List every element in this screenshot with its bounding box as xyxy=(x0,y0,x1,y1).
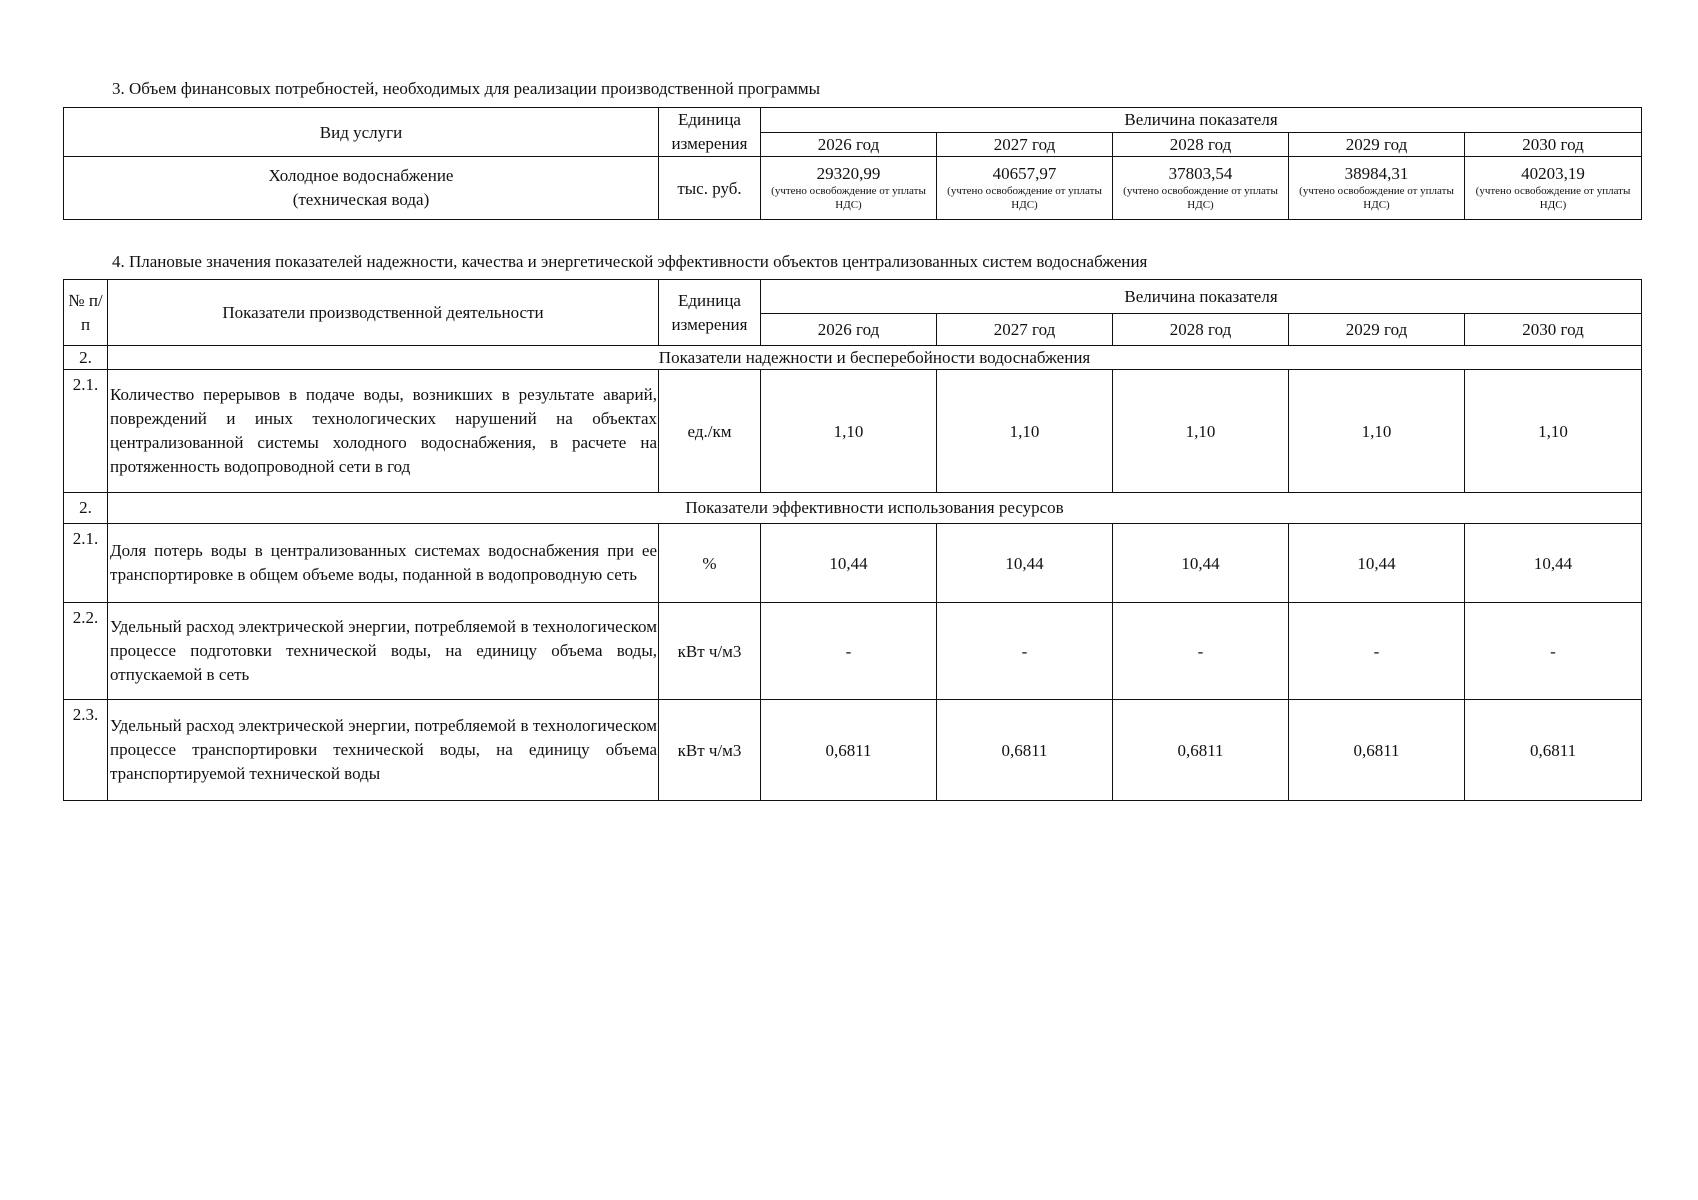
indicator-cell: Удельный расход электрической энергии, потребляемой в технологическом процессе подготовки технической воды, на единицу объема воды, отпускаемой в сеть xyxy=(108,603,659,700)
value-cell: - xyxy=(1465,603,1642,700)
value-cell: 10,44 xyxy=(1289,524,1465,603)
indicator-cell: Количество перерывов в подаче воды, возникших в результате аварий, повреждений и иных технологических нарушений на объектах централизованной системы холодного водоснабжения, в расчете на протяженность водопроводной сети в год xyxy=(108,370,659,493)
value-amount: 37803,54 xyxy=(1168,164,1233,183)
table-row xyxy=(64,524,1642,603)
value-cell: 10,44 xyxy=(937,524,1113,603)
value-cell: 10,44 xyxy=(761,524,937,603)
value-cell: 0,6811 xyxy=(937,700,1113,801)
value-header: Величина показателя xyxy=(761,108,1642,133)
indicator-header: Показатели производственной деятельности xyxy=(108,280,659,346)
value-cell: - xyxy=(1289,603,1465,700)
year-header: 2030 год xyxy=(1465,314,1642,346)
service-name: Холодное водоснабжение xyxy=(268,166,454,185)
year-header: 2029 год xyxy=(1289,314,1465,346)
vat-note: (учтено освобождение от уплаты НДС) xyxy=(1299,185,1454,211)
year-header: 2029 год xyxy=(1289,132,1465,157)
table-row xyxy=(64,157,1642,220)
indicators-table xyxy=(63,279,1642,801)
value-cell xyxy=(1465,157,1642,220)
group-title: Показатели эффективности использования ресурсов xyxy=(108,493,1642,524)
vat-note: (учтено освобождение от уплаты НДС) xyxy=(771,185,926,211)
value-cell: 10,44 xyxy=(1113,524,1289,603)
year-header: 2027 год xyxy=(937,314,1113,346)
value-cell xyxy=(1289,157,1465,220)
vat-note: (учтено освобождение от уплаты НДС) xyxy=(947,185,1102,211)
value-cell: - xyxy=(761,603,937,700)
value-cell: 0,6811 xyxy=(1289,700,1465,801)
value-amount: 40657,97 xyxy=(992,164,1057,183)
indicator-cell: Доля потерь воды в централизованных системах водоснабжения при ее транспортировке в общем объеме воды, поданной в водопроводную сеть xyxy=(108,524,659,603)
year-header: 2028 год xyxy=(1113,132,1289,157)
row-num: 2.3. xyxy=(64,700,108,801)
year-header: 2026 год xyxy=(761,132,937,157)
value-cell: 1,10 xyxy=(1113,370,1289,493)
service-header: Вид услуги xyxy=(64,108,659,157)
group-num: 2. xyxy=(64,346,108,370)
year-header: 2028 год xyxy=(1113,314,1289,346)
value-cell xyxy=(937,157,1113,220)
value-amount: 38984,31 xyxy=(1344,164,1409,183)
value-cell xyxy=(1113,157,1289,220)
year-header: 2030 год xyxy=(1465,132,1642,157)
unit-cell: кВт ч/м3 xyxy=(659,603,761,700)
value-cell: 0,6811 xyxy=(1113,700,1289,801)
row-num: 2.1. xyxy=(64,524,108,603)
service-cell xyxy=(64,157,659,220)
value-cell: 0,6811 xyxy=(1465,700,1642,801)
unit-cell: ед./км xyxy=(659,370,761,493)
group-row xyxy=(64,346,1642,370)
year-header: 2026 год xyxy=(761,314,937,346)
unit-header: Единица измерения xyxy=(659,280,761,346)
row-num: 2.2. xyxy=(64,603,108,700)
unit-header: Единица измерения xyxy=(659,108,761,157)
group-title: Показатели надежности и бесперебойности водоснабжения xyxy=(108,346,1642,370)
value-cell: - xyxy=(937,603,1113,700)
value-amount: 40203,19 xyxy=(1521,164,1585,183)
value-cell: 10,44 xyxy=(1465,524,1642,603)
financial-needs-table xyxy=(63,107,1642,220)
value-cell xyxy=(761,157,937,220)
vat-note: (учтено освобождение от уплаты НДС) xyxy=(1475,185,1631,211)
vat-note: (учтено освобождение от уплаты НДС) xyxy=(1123,185,1278,211)
table-row xyxy=(64,700,1642,801)
group-num: 2. xyxy=(64,493,108,524)
value-cell: 1,10 xyxy=(761,370,937,493)
table-row xyxy=(64,603,1642,700)
num-header: № п/п xyxy=(64,280,108,346)
value-cell: 1,10 xyxy=(1465,370,1642,493)
section4-title: 4. Плановые значения показателей надежности, качества и энергетической эффективности объектов централизованных систем водоснабжения xyxy=(112,252,1148,271)
value-header: Величина показателя xyxy=(761,280,1642,314)
value-cell: - xyxy=(1113,603,1289,700)
row-num: 2.1. xyxy=(64,370,108,493)
table-row xyxy=(64,370,1642,493)
value-cell: 1,10 xyxy=(1289,370,1465,493)
unit-cell: тыс. руб. xyxy=(659,157,761,220)
section3-title: 3. Объем финансовых потребностей, необходимых для реализации производственной программы xyxy=(112,79,821,98)
value-cell: 1,10 xyxy=(937,370,1113,493)
year-header: 2027 год xyxy=(937,132,1113,157)
group-row xyxy=(64,493,1642,524)
unit-cell: кВт ч/м3 xyxy=(659,700,761,801)
service-subtitle: (техническая вода) xyxy=(292,190,430,209)
indicator-cell: Удельный расход электрической энергии, потребляемой в технологическом процессе транспортировки технической воды, на единицу объема транспортируемой технической воды xyxy=(108,700,659,801)
value-cell: 0,6811 xyxy=(761,700,937,801)
value-amount: 29320,99 xyxy=(816,164,881,183)
unit-cell: % xyxy=(659,524,761,603)
